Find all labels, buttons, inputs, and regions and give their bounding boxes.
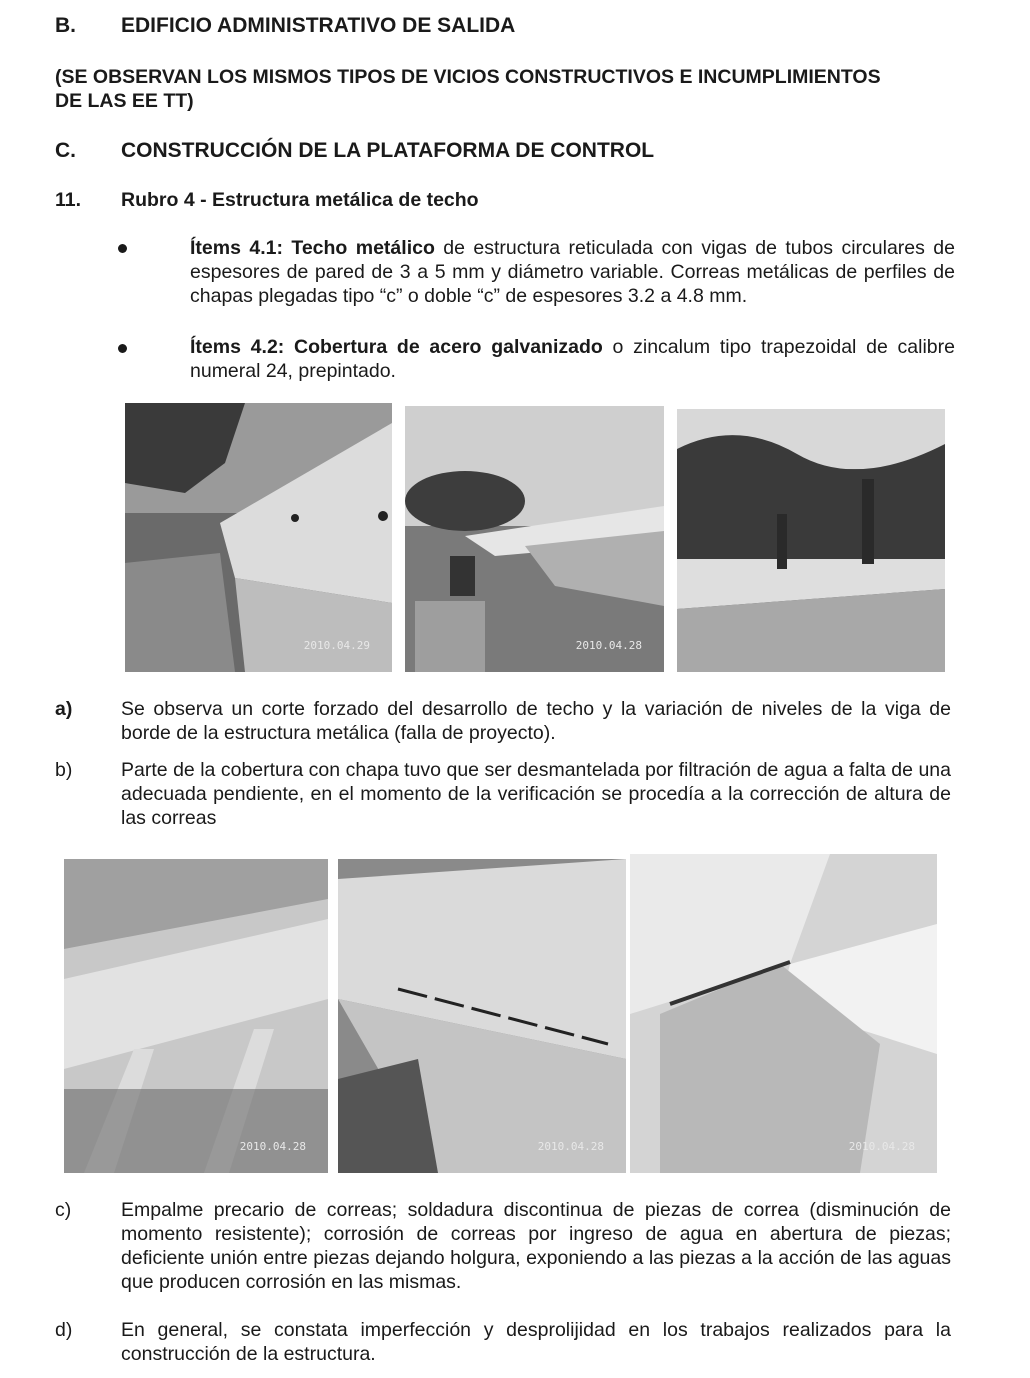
bullet-item-4-2-bold: Ítems 4.2: Cobertura de acero galvanizado	[190, 336, 603, 358]
section-b-title: EDIFICIO ADMINISTRATIVO DE SALIDA	[121, 14, 516, 37]
note-line-2: DE LAS EE TT)	[55, 90, 194, 112]
bullet-item-4-2	[190, 335, 955, 383]
item-11-title: Rubro 4 - Estructura metálica de techo	[121, 189, 479, 211]
photo-date-stamp: 2010.04.29	[303, 639, 370, 652]
photo-roof-edge	[125, 403, 392, 672]
section-c-letter: C.	[55, 139, 76, 162]
bullet-item-4-1	[190, 236, 955, 308]
note-line-1: (SE OBSERVAN LOS MISMOS TIPOS DE VICIOS CONSTRUCTIVOS E INCUMPLIMIENTOS	[55, 66, 881, 88]
section-c-title: CONSTRUCCIÓN DE LA PLATAFORMA DE CONTROL	[121, 139, 655, 162]
observation-label: a)	[55, 698, 73, 720]
bullet-item-4-1-text: de estructura reticulada con vigas de tubos circulares de espesores de pared de 3 a 5 mm y diámetro variable. Correas metálicas de perfiles de chapas plegadas tipo “c” o doble “c” de espesores 3.2 a 4.8 mm.	[190, 237, 956, 307]
observation-b-text: Parte de la cobertura con chapa tuvo que ser desmantelada por filtración de agua a falta de una adecuada pendiente, en el momento de la verificación se procedía a la corrección de altura de las correas	[121, 759, 951, 829]
observation-label: b)	[55, 759, 73, 781]
photo-date-stamp: 2010.04.28	[848, 1140, 915, 1153]
photo-date-stamp: 2010.04.28	[575, 639, 642, 652]
observation-d-text: En general, se constata imperfección y desprolijidad en los trabajos realizados para la construcción de la estructura.	[121, 1319, 951, 1365]
observation-c-text: Empalme precario de correas; soldadura discontinua de piezas de correa (disminución de momento resistente); corrosión de correas por ingreso de agua en abertura de piezas; deficiente unión entre piezas dejando holgura, exponiendo a las piezas a la acción de las aguas que producen corrosión en las mismas.	[121, 1199, 951, 1293]
bullet-dot	[118, 344, 127, 353]
photo-date-stamp: 2010.04.28	[537, 1140, 604, 1153]
photo-purlin-splice	[64, 859, 328, 1173]
photo-discontinuous-weld	[338, 859, 626, 1173]
observation-label: c)	[55, 1199, 72, 1221]
observation-a-text: Se observa un corte forzado del desarrollo de techo y la variación de niveles de la viga de borde de la estructura metálica (falla de proyecto).	[121, 698, 951, 744]
bullet-item-4-1-bold: Ítems 4.1: Techo metálico	[190, 237, 435, 259]
section-b-letter: B.	[55, 14, 76, 37]
observation-label: d)	[55, 1319, 73, 1341]
photo-roof-platform	[405, 406, 664, 672]
bullet-item-4-2-text: o zincalum tipo trapezoidal de calibre numeral 24, prepintado.	[190, 336, 955, 382]
bullet-dot	[118, 244, 127, 253]
photo-roof-workers	[677, 409, 945, 672]
photo-corroded-joint	[630, 854, 937, 1173]
item-11-number: 11.	[55, 189, 82, 211]
photo-date-stamp: 2010.04.28	[239, 1140, 306, 1153]
